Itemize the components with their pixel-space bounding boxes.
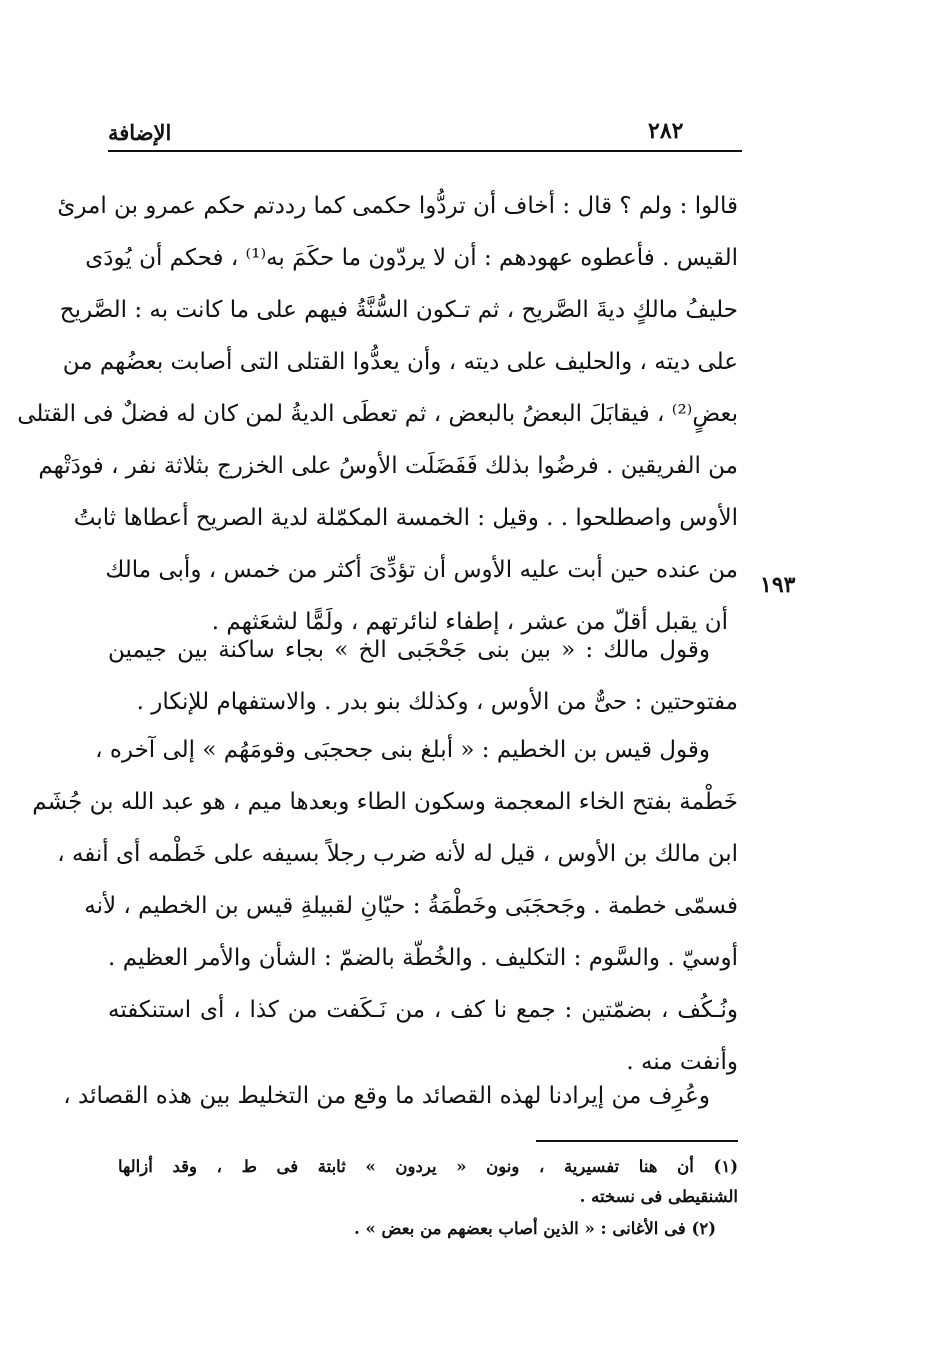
text-line: قالوا : ولم ؟ قال : أخاف أن تردُّوا حكمى كما رددتم حكم عمرو بن امرئ — [57, 193, 738, 219]
text-line: على ديته ، والحليف على ديته ، وأن يعدُّوا القتلى التى أصابت بعضُهم من — [62, 349, 738, 375]
text-line: وأنفت منه . — [626, 1049, 738, 1075]
text-line: أن يقبل أقلّ من عشر ، إطفاء لنائرتهم ، ولَمًّا لشعَثهم . — [211, 609, 728, 635]
text-line: أوسيّ . والسَّوم : التكليف . والخُطّة بالضمّ : الشأن والأمر العظيم . — [108, 945, 738, 971]
text-line: من الفريقين . فرضُوا بذلك فَفَضَلَت الأوسُ على الخزرج بثلاثة نفر ، فودَتْهم — [38, 453, 738, 479]
footnote-1: (١) أن هنا تفسيرية ، ونون « يردون » ثابتة فى ط ، وقد أزالها — [118, 1157, 738, 1176]
text-line: وقول مالك : « بين بنى جَحْجَبى الخ » بجاء ساكنة بين جيمين — [108, 637, 710, 663]
text-line: القيس . فأعطوه عهودهم : أن لا يردّون ما حكَمَ به⁽¹⁾ ، فحكم أن يُودَى — [85, 245, 738, 271]
page-number: ٢٨٢ — [648, 118, 684, 144]
text-line: وقول قيس بن الخطيم : « أبلغ بنى جحجبَى وقومَهُم » إلى آخره ، — [95, 737, 710, 763]
text-line: وعُرِف من إيرادنا لهذه القصائد ما وقع من التخليط بين هذه القصائد ، — [63, 1083, 710, 1109]
text-line: بعضٍ⁽²⁾ ، فيقابَلَ البعضُ بالبعض ، ثم تعطَى الديةُ لمن كان له فضلٌ فى القتلى — [17, 401, 738, 427]
text-line: ونُـكُف ، بضمّتين : جمع نا كف ، من نَـكَفت من كذا ، أى استنكفته — [108, 997, 738, 1023]
footnote-rule — [536, 1140, 738, 1142]
margin-reference-number: ١٩٣ — [760, 572, 796, 598]
text-line: مفتوحتين : حىٌّ من الأوس ، وكذلك بنو بدر . والاستفهام للإنكار . — [136, 689, 738, 715]
running-title: الإضافة — [108, 120, 172, 145]
text-line: من عنده حين أبت عليه الأوس أن تؤدِّىَ أكثر من خمس ، وأبى مالك — [105, 557, 738, 583]
footnote-1-continued: الشنقيطى فى نسخته . — [579, 1187, 738, 1206]
text-line: خَطْمة بفتح الخاء المعجمة وسكون الطاء وبعدها ميم ، هو عبد الله بن جُشَم — [32, 789, 738, 815]
text-line: الأوس واصطلحوا . . وقيل : الخمسة المكمّلة لدية الصريح أعطاها ثابتُ — [73, 505, 738, 531]
text-line: ابن مالك بن الأوس ، قيل له لأنه ضرب رجلاً بسيفه على خَطْمه أى أنفه ، — [57, 841, 738, 867]
text-line: حليفُ مالكٍ ديةَ الصَّريح ، ثم تـكون السُّنَّةُ فيهم على ما كانت به : الصَّريح — [59, 297, 738, 323]
footnote-2: (٢) فى الأغانى : « الذين أصاب بعضهم من بعض » . — [354, 1219, 716, 1238]
header-rule — [108, 150, 742, 152]
text-line: فسمّى خطمة . وجَحجَبَى وخَطْمَةُ : حيّانِ لقبيلةِ قيس بن الخطيم ، لأنه — [84, 893, 738, 919]
